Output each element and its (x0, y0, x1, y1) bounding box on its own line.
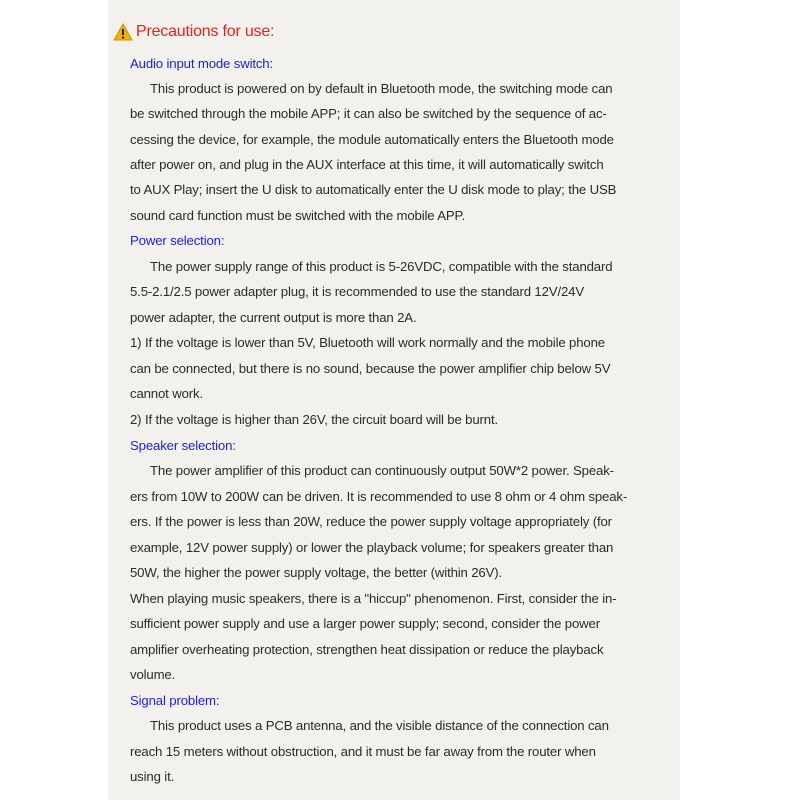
text-line: volume. (130, 667, 176, 682)
text-line: after power on, and plug in the AUX interface at this time, it will automatically switch (130, 157, 604, 172)
warning-icon (113, 23, 133, 41)
title-row (113, 20, 274, 44)
text-line: 50W, the higher the power supply voltage, the better (within 26V). (130, 565, 503, 580)
text-line: cessing the device, for example, the module automatically enters the Bluetooth mode (130, 132, 614, 147)
text-line: power adapter, the current output is more than 2A. (130, 310, 417, 325)
text-line: This product is powered on by default in Bluetooth mode, the switching mode can (150, 81, 613, 96)
text-line: 2) If the voltage is higher than 26V, the circuit board will be burnt. (130, 412, 499, 427)
text-line: ers. If the power is less than 20W, reduce the power supply voltage appropriately (for (130, 514, 612, 529)
text-line: This product uses a PCB antenna, and the visible distance of the connection can (150, 718, 609, 733)
page-title: Precautions for use: (136, 23, 275, 40)
text-line: The power amplifier of this product can continuously output 50W*2 power. Speak- (150, 463, 614, 478)
text-line: sound card function must be switched with the mobile APP. (130, 208, 466, 223)
section-heading: Signal problem: (130, 693, 220, 708)
text-line: to AUX Play; insert the U disk to automatically enter the U disk mode to play; the USB (130, 182, 617, 197)
text-line: reach 15 meters without obstruction, and it must be far away from the router when (130, 744, 596, 759)
text-line: can be connected, but there is no sound, because the power amplifier chip below 5V (130, 361, 611, 376)
section-heading: Audio input mode switch: (130, 56, 274, 71)
text-line: amplifier overheating protection, strengthen heat dissipation or reduce the playback (130, 642, 604, 657)
text-line: cannot work. (130, 386, 203, 401)
text-line: example, 12V power supply) or lower the playback volume; for speakers greater than (130, 540, 614, 555)
section-heading: Power selection: (130, 233, 225, 248)
text-line: When playing music speakers, there is a "hiccup" phenomenon. First, consider the in- (130, 591, 617, 606)
text-line: sufficient power supply and use a larger power supply; second, consider the power (130, 616, 600, 631)
text-line: The power supply range of this product is 5-26VDC, compatible with the standard (150, 259, 613, 274)
text-line: 1) If the voltage is lower than 5V, Bluetooth will work normally and the mobile phone (130, 335, 605, 350)
section-heading: Speaker selection: (130, 438, 236, 453)
text-line: using it. (130, 769, 175, 784)
text-line: be switched through the mobile APP; it can also be switched by the sequence of ac- (130, 106, 607, 121)
text-line: ers from 10W to 200W can be driven. It is recommended to use 8 ohm or 4 ohm speak- (130, 489, 628, 504)
text-line: 5.5-2.1/2.5 power adapter plug, it is recommended to use the standard 12V/24V (130, 284, 584, 299)
